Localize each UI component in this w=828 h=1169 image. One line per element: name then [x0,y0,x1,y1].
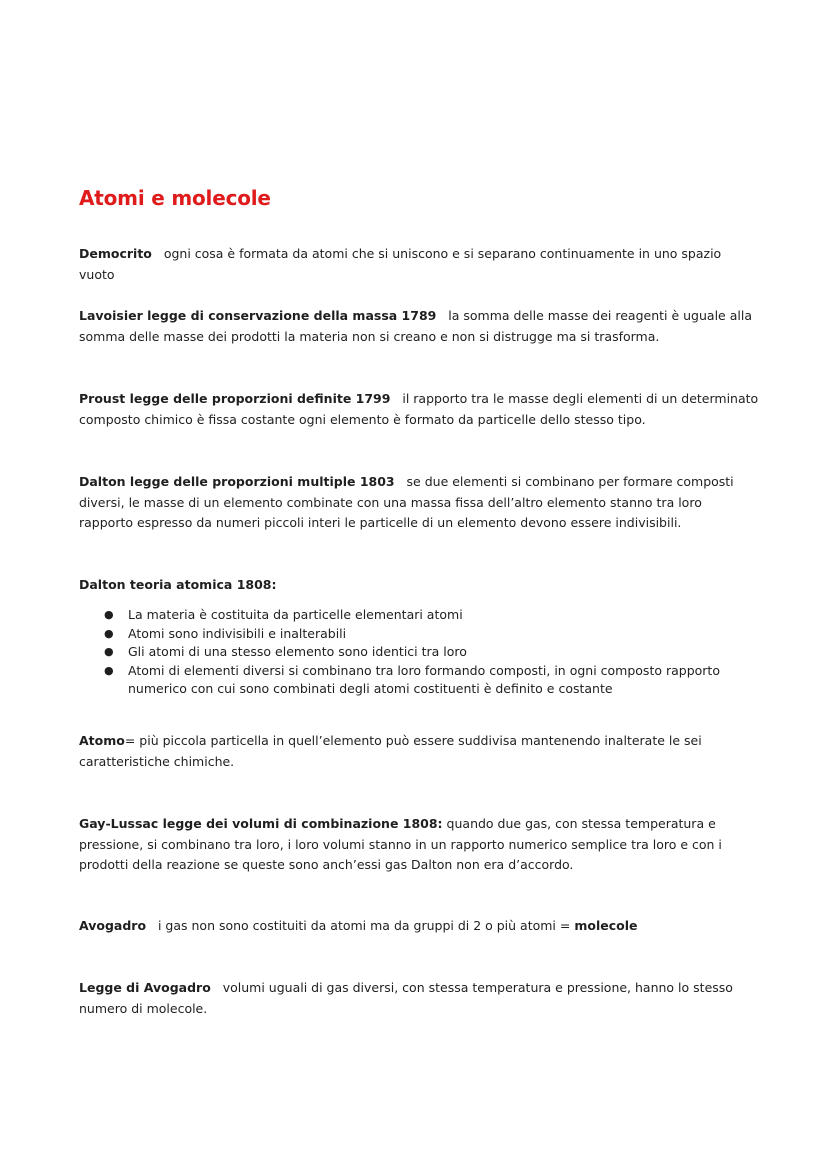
bullet-icon: ● [104,626,114,640]
paragraph-dalton-teoria [79,575,759,596]
text-atomo: = più piccola particella in quell’elemento può essere suddivisa mantenendo inalterate le sei caratteristiche chimiche. [79,733,702,769]
term-democrito: Democrito [79,246,152,261]
text-gaylussac: quando due gas, con stessa temperatura e pressione, si combinano tra loro, i loro volumi stanno in un rapporto numerico semplice tra loro e con i prodotti della reazione se queste sono anch’essi gas Dalton non era d’accordo. [79,816,722,872]
text-legge-avogadro: volumi uguali di gas diversi, con stessa temperatura e pressione, hanno lo stesso numero di molecole. [79,980,733,1016]
dalton-theory-list [104,606,754,699]
text-lavoisier: la somma delle masse dei reagenti è uguale alla somma delle masse dei prodotti la materia non si creano e non si distrugge ma si trasforma. [79,308,752,344]
paragraph-dalton-multiple [79,472,759,534]
term-molecole: molecole [574,918,638,933]
paragraph-atomo [79,731,759,772]
term-avogadro: Avogadro [79,918,147,933]
paragraph-democrito [79,244,759,285]
term-gaylussac: Gay-Lussac legge dei volumi di combinazione 1808: [79,816,443,831]
text-avogadro: i gas non sono costituiti da atomi ma da gruppi di 2 o più atomi = [157,918,571,933]
text-proust: il rapporto tra le masse degli elementi di un determinato composto chimico è fissa costante ogni elemento è formato da particelle dello stesso tipo. [79,391,759,427]
term-lavoisier: Lavoisier legge di conservazione della massa 1789 [79,308,437,323]
paragraph-gaylussac [79,814,759,876]
list-item: ● Atomi di elementi diversi si combinano tra loro formando composti, in ogni composto rapporto numerico con cui sono combinati degli atomi costituenti è definito e costante [104,662,720,696]
paragraph-proust [79,389,759,430]
bullet-icon: ● [104,645,114,658]
list-item: ● Gli atomi di una stesso elemento sono identici tra loro [104,643,754,662]
text-dalton-multiple: se due elementi si combinano per formare composti diversi, le masse di un elemento combinate con una massa fissa dell’altro elemento stanno tra loro rapporto espresso da numeri piccoli interi le particelle di un elemento devono essere indivisibili. [79,474,734,530]
bullet-icon: ● [104,663,114,677]
term-atomo: Atomo [79,733,125,748]
text-democrito: ogni cosa è formata da atomi che si uniscono e si separano continuamente in uno spazio vuoto [79,246,722,282]
list-item: ● La materia è costituita da particelle elementari atomi [104,606,754,625]
term-proust: Proust legge delle proporzioni definite 1799 [79,391,391,406]
paragraph-legge-avogadro [79,978,759,1019]
bullet-icon: ● [104,608,114,621]
paragraph-avogadro [79,916,759,937]
term-legge-avogadro: Legge di Avogadro [79,980,211,995]
paragraph-lavoisier [79,306,759,347]
term-dalton-multiple: Dalton legge delle proporzioni multiple 1803 [79,474,395,489]
page-title: Atomi e molecole [79,186,271,210]
list-item: ● Atomi sono indivisibili e inalterabili [104,625,754,644]
term-dalton-teoria: Dalton teoria atomica 1808: [79,577,277,592]
